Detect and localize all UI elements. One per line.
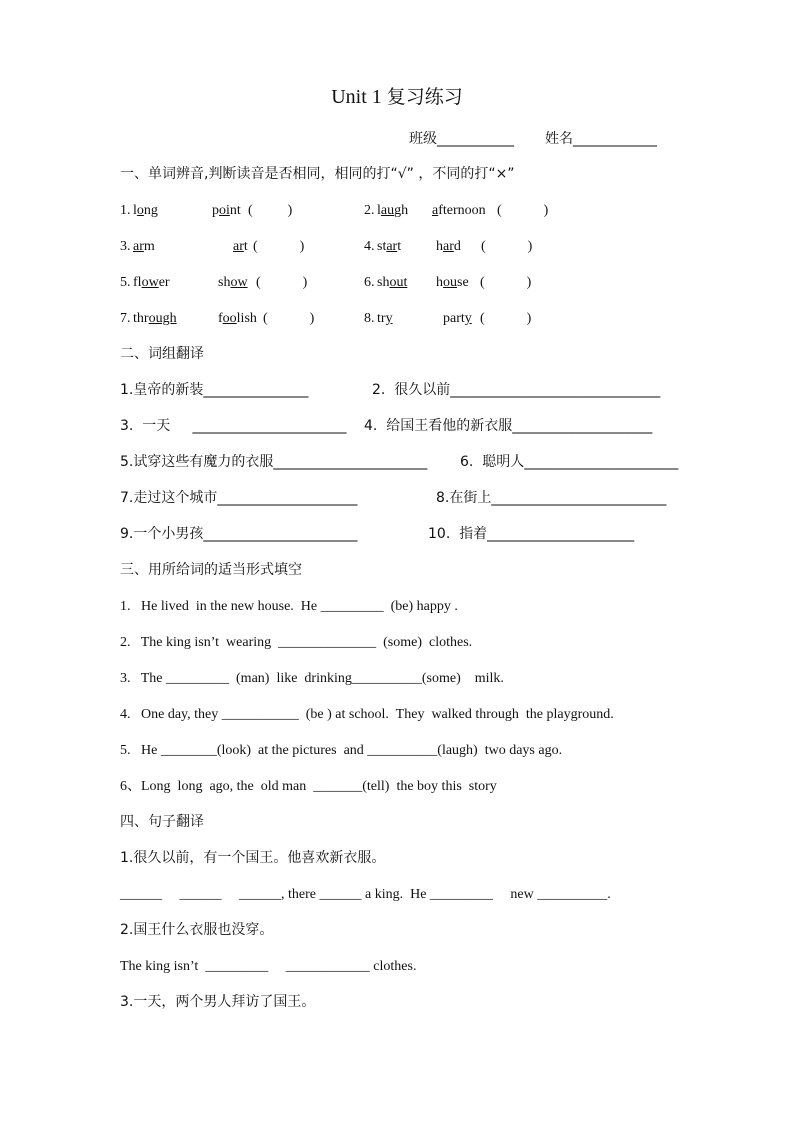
word-a: long [133,203,158,218]
fill-item: 6、Long long ago, the old man _______(tell) the boy this story [120,779,497,794]
word-b: hard [436,239,461,254]
word-a: arm [133,239,155,254]
phrase-item: 5.试穿这些有魔力的衣服______________________ [120,454,428,470]
section2-heading: 二、词组翻译 [120,346,204,362]
word-b: point [212,203,241,218]
word-a: shout [377,275,408,290]
fill-item: 1. He lived in the new house. He _________ (be) happy . [120,599,458,614]
answer-bracket: ( ) [253,239,305,254]
answer-bracket: ( ) [497,203,549,218]
translation-answer: The king isn’t _________ ____________ clothes. [120,959,417,974]
answer-bracket: ( ) [481,239,533,254]
item-number: 2. [364,203,378,218]
answer-bracket: ( ) [256,275,308,290]
fill-item: 5. He ________(look) at the pictures and __________(laugh) two days ago. [120,743,563,758]
word-a: flower [133,275,170,290]
word-b: show [218,275,248,290]
phrase-item: 3. 一天 ______________________ [120,418,347,434]
class-label: 班级___________ [409,131,514,147]
section1-heading: 一、单词辨音,判断读音是否相同，相同的打“√” ，不同的打“×” [120,166,515,182]
word-a: through [133,311,177,326]
phrase-item: 4. 给国王看他的新衣服____________________ [364,418,653,434]
phrase-item: 9.一个小男孩______________________ [120,526,358,542]
item-number: 7. [120,311,134,326]
answer-bracket: ( ) [480,311,532,326]
word-b: art [233,239,248,254]
name-label: 姓名____________ [545,131,657,147]
word-a: try [377,311,393,326]
item-number: 3. [120,239,134,254]
word-a: laugh [377,203,409,218]
fill-item: 2. The king isn’t wearing ______________ (some) clothes. [120,635,473,650]
word-b: foolish [218,311,257,326]
phrase-item: 8.在街上_________________________ [436,490,667,506]
item-number: 5. [120,275,134,290]
phrase-item: 10. 指着_____________________ [428,526,635,542]
phrase-item: 7.走过这个城市____________________ [120,490,358,506]
translation-question: 3.一天，两个男人拜访了国王。 [120,994,316,1010]
word-b: afternoon [432,203,486,218]
translation-answer: ______ ______ ______, there ______ a king. He _________ new __________. [120,887,611,902]
phrase-item: 1.皇帝的新装_______________ [120,382,309,398]
answer-bracket: ( ) [248,203,293,218]
answer-bracket: ( ) [480,275,532,290]
translation-question: 2.国王什么衣服也没穿。 [120,922,274,938]
fill-item: 4. One day, they ___________ (be ) at school. They walked through the playground. [120,707,614,722]
section3-heading: 三、用所给词的适当形式填空 [120,562,302,578]
item-number: 8. [364,311,378,326]
title-en: Unit 1 [331,86,382,108]
title-cn: 复习练习 [386,86,463,108]
word-b: party [443,311,472,326]
word-a: start [377,239,402,254]
item-number: 1. [120,203,134,218]
word-b: house [436,275,469,290]
section4-heading: 四、句子翻译 [120,814,204,830]
phrase-item: 2. 很久以前______________________________ [372,382,661,398]
item-number: 4. [364,239,378,254]
translation-question: 1.很久以前，有一个国王。他喜欢新衣服。 [120,850,386,866]
page-title [0,84,794,110]
answer-bracket: ( ) [263,311,315,326]
phrase-item: 6. 聪明人______________________ [460,454,679,470]
item-number: 6. [364,275,378,290]
fill-item: 3. The _________ (man) like drinking__________(some) milk. [120,671,504,686]
